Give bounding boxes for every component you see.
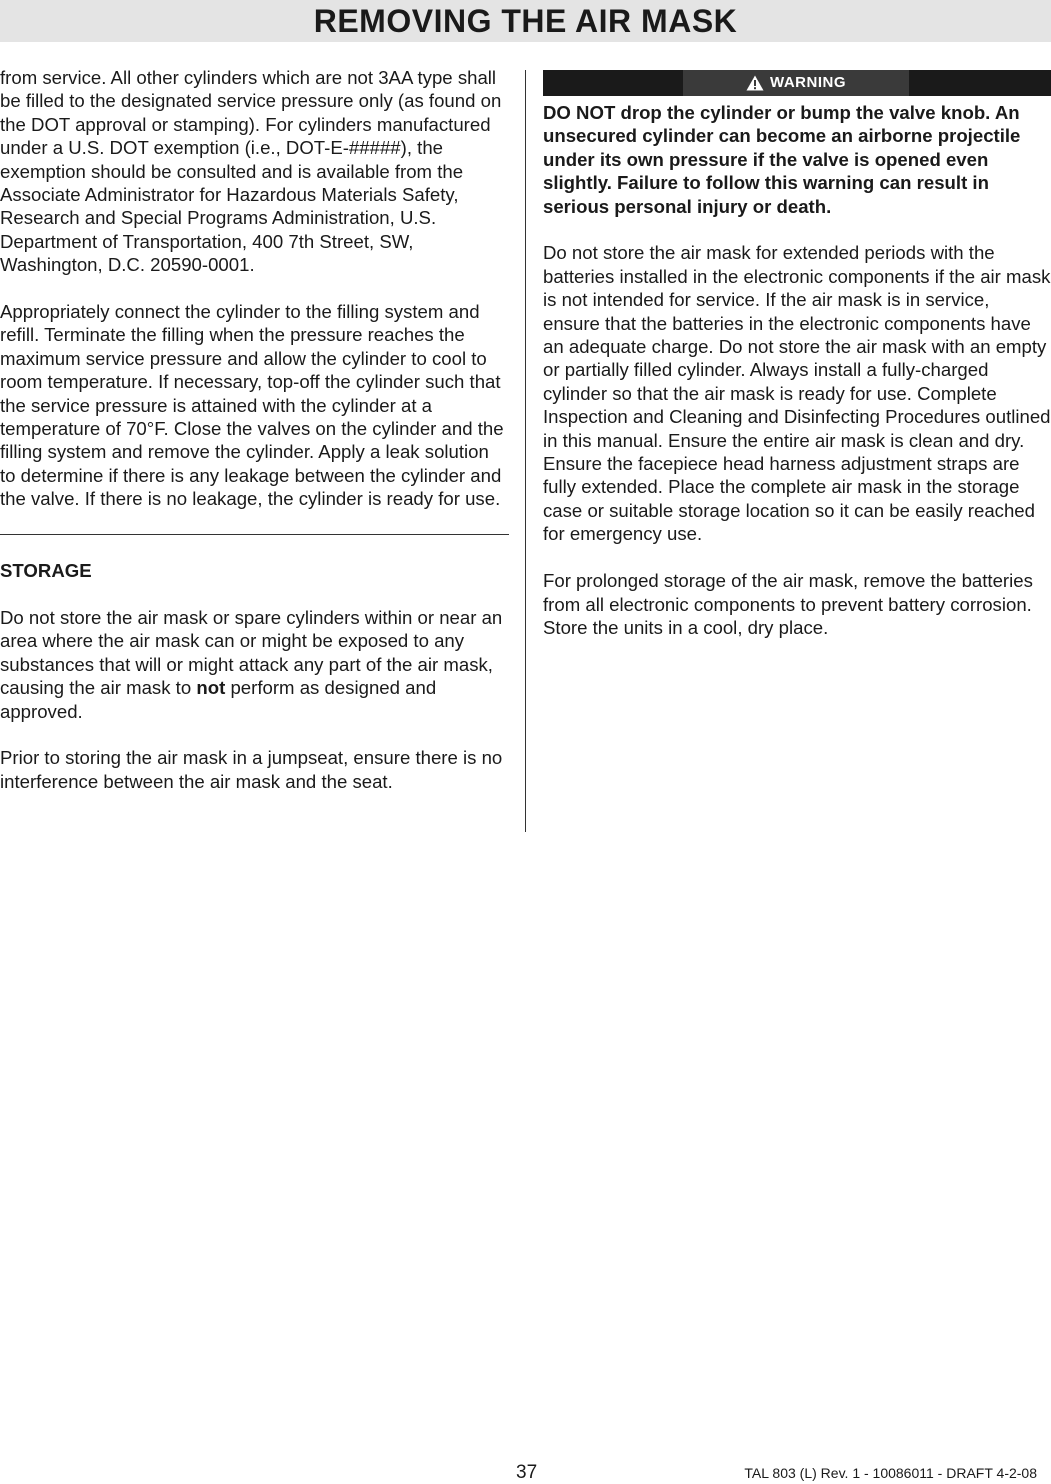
refill-procedure-paragraph: Appropriately connect the cylinder to the filling system and refill. Terminate the filling when the pressure reaches the maximum service pressure and allow the cylinder to cool to room temperature. If necessary, top-off the cylinder such that the service pressure is attained with the cylinder at a temperature of 70°F. Close the valves on the cylinder and the filling system and remove the cylinder. Apply a leak solution to determine if there is any leakage between the cylinder and the valve. If there is no leakage, the cylinder is ready for use. (0, 301, 504, 510)
storage-guidance-paragraph: Do not store the air mask for extended periods with the batteries installed in the electronic components if the air mask is not intended for service. If the air mask is in service, ensure that the batteries in the electronic components have an adequate charge. Do not store the air mask with an empty or partially filled cylinder. Always install a fully-charged cylinder so that the air mask is ready for use. Complete Inspection and Cleaning and Disinfecting Procedures outlined in this manual. Ensure the entire air mask is clean and dry. Ensure the facepiece head harness adjustment straps are fully extended. Place the complete air mask in the storage case or suitable storage location so it can be easily reached for emergency use. (543, 242, 1051, 545)
page-title: REMOVING THE AIR MASK (313, 3, 738, 39)
cylinder-filling-paragraph: from service. All other cylinders which are not 3AA type shall be filled to the designated service pressure only (as found on the DOT approval or stamping). For cylinders manufactured under a U.S. DOT exemption (i.e., DOT-E-#####), the exemption should be consulted and is available from the Associate Administrator for Hazardous Materials Safety, Research and Special Programs Administration, U.S. Department of Transportation, 400 7th Street, SW, Washington, D.C. 20590-0001. (0, 67, 502, 276)
page-header (0, 0, 1051, 42)
storage-text-end: perform as designed and approved. (0, 677, 437, 722)
page-number: 37 (516, 1462, 538, 1483)
prolonged-storage-paragraph: For prolonged storage of the air mask, remove the batteries from all electronic components to prevent battery corrosion. Store the units in a cool, dry place. (543, 570, 1033, 638)
storage-heading: STORAGE (0, 560, 92, 582)
warning-triangle-icon (746, 75, 764, 91)
document-reference: TAL 803 (L) Rev. 1 - 10086011 - DRAFT 4-2-08 (744, 1465, 1037, 1481)
storage-emphasis: not (196, 677, 226, 699)
storage-paragraph-2: Prior to storing the air mask in a jumpseat, ensure there is no interference between the air mask and the seat. (0, 747, 503, 792)
warning-label: WARNING (770, 74, 846, 92)
warning-text: DO NOT drop the cylinder or bump the valve knob. An unsecured cylinder can become an airborne projectile under its own pressure if the valve is opened even slightly. Failure to follow this warning can result in serious personal injury or death. (543, 102, 1021, 217)
section-divider (0, 534, 509, 535)
warning-label-box (683, 70, 909, 96)
right-column (543, 66, 1051, 663)
column-divider (525, 70, 526, 832)
storage-paragraph-1 (0, 606, 509, 723)
left-column (0, 66, 509, 817)
storage-text-start: Do not store the air mask or spare cylinders within or near an area where the air mask can or might be exposed to any substances that will or might attack any part of the air mask, causing the air mask to (0, 606, 503, 699)
warning-banner (543, 70, 1051, 96)
